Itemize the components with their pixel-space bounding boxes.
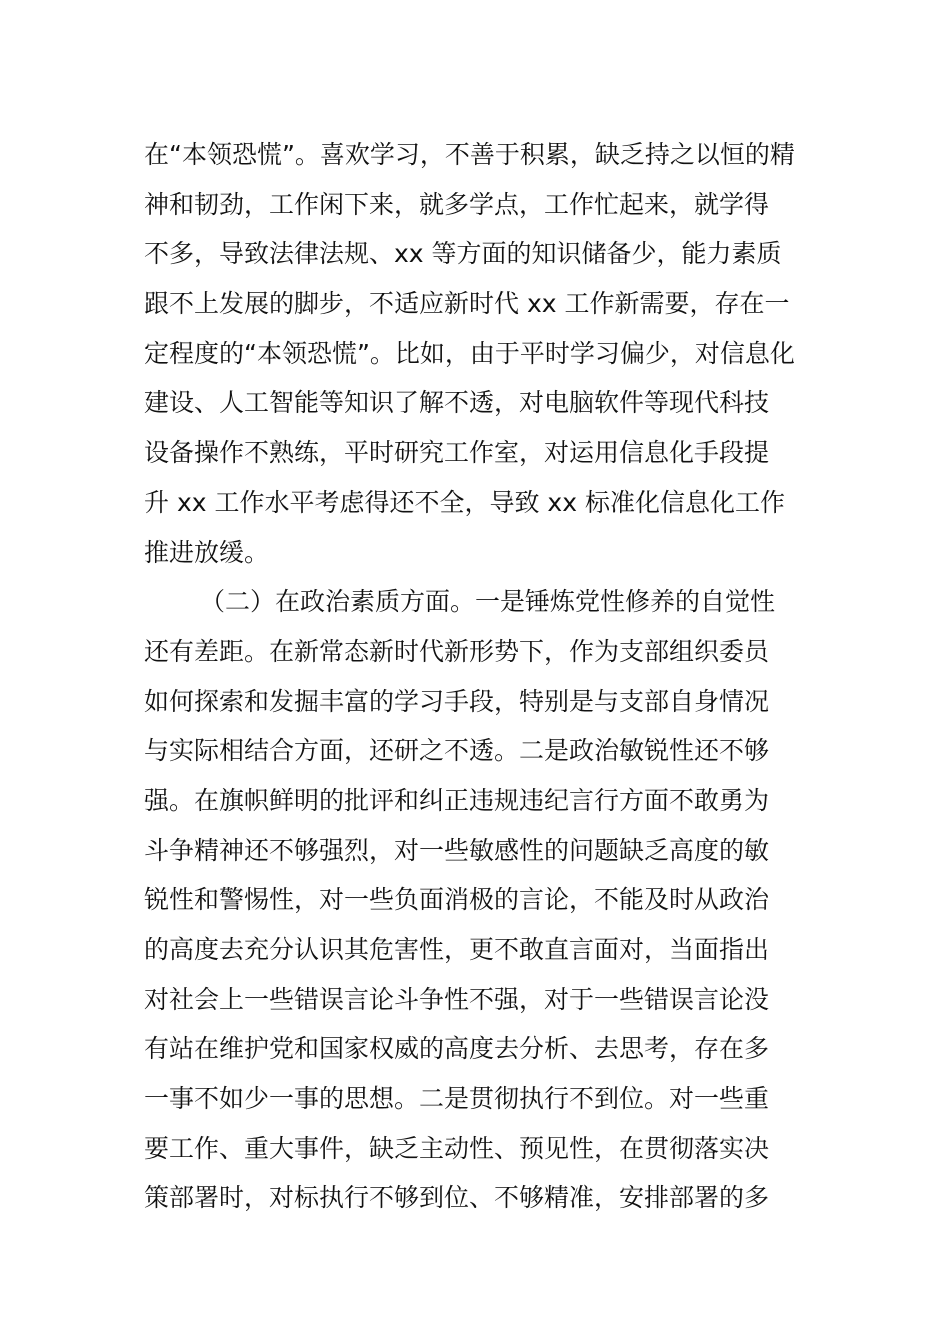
text-line: 要工作、重大事件，缺乏主动性、预见性，在贯彻落实决: [144, 1133, 770, 1163]
text-line: 推进放缓。: [144, 537, 270, 567]
text-line: 建设、人工智能等知识了解不透，对电脑软件等现代科技: [144, 388, 770, 418]
text-line: 锐性和警惕性，对一些负面消极的言论，不能及时从政治: [144, 885, 770, 915]
text-line: 与实际相结合方面，还研之不透。二是政治敏锐性还不够: [144, 736, 770, 766]
text-line: 的高度去充分认识其危害性，更不敢直言面对，当面指出: [144, 935, 770, 964]
text-line: 斗争精神还不够强烈，对一些敏感性的问题缺乏高度的敏: [144, 835, 770, 865]
text-line: 对社会上一些错误言论斗争性不强，对于一些错误言论没: [144, 984, 770, 1014]
text-line: 强。在旗帜鲜明的批评和纠正违规违纪言行方面不敢勇为: [144, 785, 770, 815]
text-line: 有站在维护党和国家权威的高度去分析、去思考，存在多: [144, 1034, 770, 1064]
body-text: [144, 130, 814, 1223]
text-line: 定程度的“本领恐慌”。比如，由于平时学习偏少，对信息化: [144, 338, 795, 368]
text-line: 跟不上发展的脚步，不适应新时代 xx 工作新需要，存在一: [144, 289, 790, 319]
text-line: 如何探索和发掘丰富的学习手段，特别是与支部自身情况: [144, 686, 770, 716]
text-line: 设备操作不熟练，平时研究工作室，对运用信息化手段提: [144, 438, 770, 468]
text-line: 在“本领恐慌”。喜欢学习，不善于积累，缺乏持之以恒的精: [144, 140, 795, 169]
text-line: 还有差距。在新常态新时代新形势下，作为支部组织委员: [144, 636, 770, 666]
section-heading-line: （二）在政治素质方面。一是锤炼党性修养的自觉性: [200, 587, 776, 617]
text-line: 升 xx 工作水平考虑得还不全，导致 xx 标准化信息化工作: [144, 487, 785, 517]
text-line: 一事不如少一事的思想。二是贯彻执行不到位。对一些重: [144, 1084, 770, 1114]
text-line: 不多，导致法律法规、xx 等方面的知识储备少，能力素质: [144, 239, 782, 269]
text-line: 神和韧劲，工作闲下来，就多学点，工作忙起来，就学得: [144, 189, 770, 219]
text-line: 策部署时，对标执行不够到位、不够精准，安排部署的多: [144, 1183, 770, 1213]
